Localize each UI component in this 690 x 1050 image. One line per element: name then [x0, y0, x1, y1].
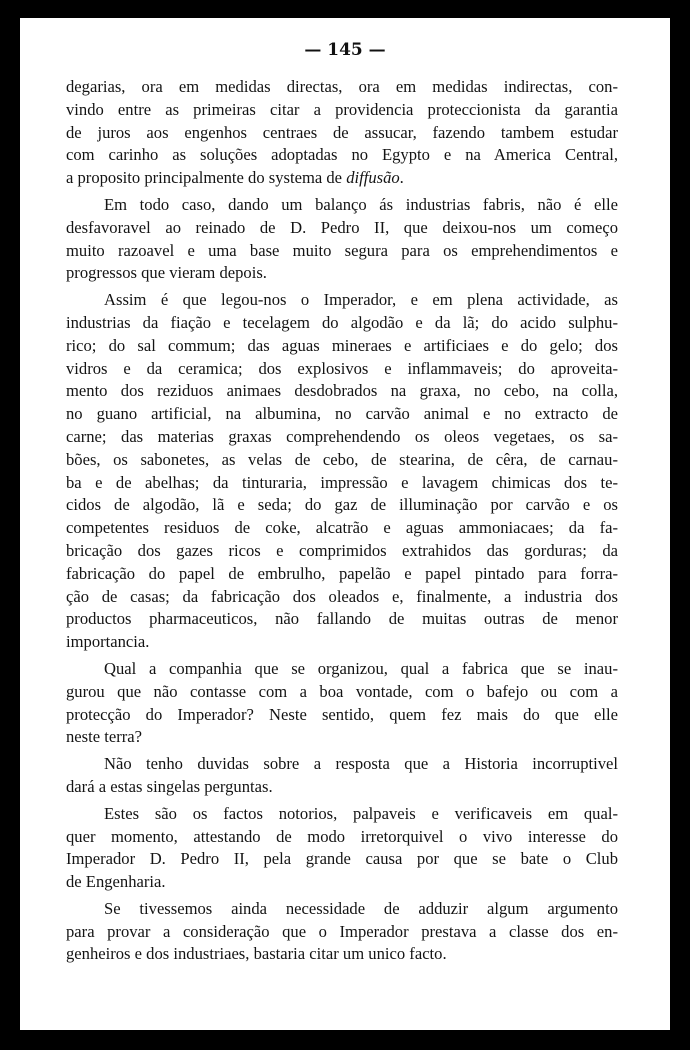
text-line: mento dos reziduos animaes desdobrados na graxa, no cebo, na colla, — [66, 381, 618, 401]
text-line: productos pharmaceuticos, não fallando de muitas outras de menor — [66, 609, 618, 629]
text-line: cidos de algodão, lã e seda; do gaz de illuminação por carvão e os — [66, 495, 618, 515]
text-line: de Engenharia. — [66, 872, 166, 892]
text-line: Não tenho duvidas sobre a resposta que a Historia incorruptivel — [104, 754, 618, 774]
text-line: gurou que não contasse com a boa vontade, com o bafejo ou com a — [66, 681, 618, 701]
text-line: degarias, ora em medidas directas, ora em medidas indirectas, con- — [66, 77, 618, 96]
text-line: no guano artificial, na albumina, no carvão animal e no extracto de — [66, 404, 618, 424]
text-line: Estes são os factos notorios, palpaveis e verificaveis em qual- — [104, 803, 618, 823]
text-line: bricação dos gazes ricos e comprimidos extrahidos das gorduras; da — [66, 540, 618, 560]
text-line: bões, os sabonetes, as velas de cebo, de stearina, de cêra, de carnau- — [66, 449, 618, 469]
body-text — [66, 76, 618, 970]
text-line: Em todo caso, dando um balanço ás industrias fabris, não é elle — [104, 194, 618, 214]
paragraph — [66, 803, 618, 894]
text-line: vidros e da ceramica; dos explosivos e inflammaveis; do aproveita- — [66, 358, 618, 378]
paragraph — [66, 898, 618, 966]
text-line: Qual a companhia que se organizou, qual a fabrica que se inau- — [104, 658, 618, 678]
text-line: ção de casas; da fabricação dos oleados e, finalmente, a industria dos — [66, 586, 618, 606]
text-line: competentes residuos de coke, alcatrão e aguas ammoniacaes; da fa- — [66, 518, 618, 538]
text-line: a proposito principalmente do systema de diffusão. — [66, 168, 404, 188]
paragraph — [66, 194, 618, 285]
page-number: — 145 — — [304, 40, 386, 60]
text-line: com carinho as soluções adoptadas no Egypto e na America Central, — [66, 145, 618, 165]
text-line: Assim é que legou-nos o Imperador, e em plena actividade, as — [104, 290, 618, 310]
text-line: desfavoravel ao reinado de D. Pedro II, que deixou-nos um começo — [66, 217, 618, 237]
text-line: fabricação do papel de embrulho, papelão e papel pintado para forra- — [66, 563, 618, 583]
text-line: ba e de abelhas; da tinturaria, impressão e lavagem chimicas dos te- — [66, 472, 618, 492]
text-line: genheiros e dos industriaes, bastaria citar um unico facto. — [66, 944, 447, 964]
text-line: Imperador D. Pedro II, pela grande causa por que se bate o Club — [66, 849, 618, 869]
text-line: quer momento, attestando de modo irretorquivel o vivo interesse do — [66, 826, 618, 846]
text-line: industrias da fiação e tecelagem do algodão e da lã; do acido sulphu- — [66, 312, 618, 332]
text-line: muito razoavel e uma base muito segura para os emprehendimentos e — [66, 240, 618, 260]
text-line: protecção do Imperador? Neste sentido, quem fez mais do que elle — [66, 704, 618, 724]
paragraph — [66, 289, 618, 654]
paragraph — [66, 76, 618, 190]
text-line: para provar a consideração que o Imperador prestava a classe dos en- — [66, 921, 618, 941]
text-line: Se tivessemos ainda necessidade de adduzir algum argumento — [104, 898, 618, 918]
text-line: progressos que vieram depois. — [66, 263, 267, 283]
text-line: carne; das materias graxas comprehendendo os oleos vegetaes, os sa- — [66, 426, 618, 446]
paragraph — [66, 753, 618, 799]
book-page — [20, 18, 670, 1030]
text-line: vindo entre as primeiras citar a providencia proteccionista da garantia — [66, 99, 618, 119]
paragraph — [66, 658, 618, 749]
text-line: dará a estas singelas perguntas. — [66, 776, 273, 796]
text-line: importancia. — [66, 632, 150, 652]
text-line: neste terra? — [66, 727, 143, 747]
text-line: rico; do sal commum; das aguas mineraes e artificiaes e do gelo; dos — [66, 335, 618, 355]
text-line: de juros aos engenhos centraes de assucar, fazendo tambem estudar — [66, 122, 618, 142]
